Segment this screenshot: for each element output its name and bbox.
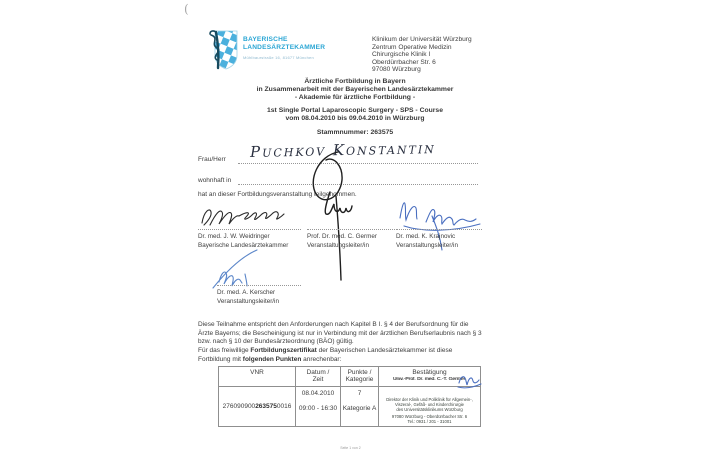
stamp-initials-handwritten <box>456 372 482 390</box>
stamp-text: Direktor der Klinik und Poliklinik für Allgemein-, Viszeral-, Gefäß- und Kinderchirurgie des Universitätsklinikums Würzburg 97080 Würzburg - Oberdürrbacher Str. 6 Tel.: 0931 / 201 - 31001 <box>386 397 473 425</box>
heading-line: in Zusammenarbeit mit der Bayerischen Landesärztekammer <box>256 86 454 94</box>
recipient-address <box>372 36 472 74</box>
col-header-bestaetigung: Bestätigung <box>379 367 481 387</box>
col-header-punkte: Punkte / Kategorie <box>341 367 379 387</box>
col-header-datum: Datum / Zeit <box>296 367 341 387</box>
signature-kerscher <box>205 248 280 290</box>
paragraph-line: Für das freiwillige Fortbildungszertifikat der Bayerischen Landesärztekammer ist diese <box>198 347 453 355</box>
signer-block-3 <box>396 232 458 250</box>
points-category-value: 7 Kategorie A <box>341 387 379 427</box>
signer-name: Dr. med. K. Krajnovic <box>396 233 456 240</box>
signer-role: Veranstaltungsleiter/in <box>217 298 279 305</box>
signer-block-2 <box>307 232 377 250</box>
heading-line: - Akademie für ärztliche Fortbildung - <box>294 94 416 102</box>
stamp-signer-name: Univ.-Prof. Dr. med. C.-T. Germer <box>392 377 466 382</box>
signature-line-3 <box>396 229 482 230</box>
date-time-value: 08.04.2010 09:00 - 16:30 <box>296 387 341 427</box>
scan-artifact-mark: ( <box>184 2 189 16</box>
paragraph-line: bzw. nach § 10 der Bundesärzteordnung (BÄO) gültig. <box>198 338 354 346</box>
document-headings <box>190 78 520 137</box>
paragraph-line: Ärzte Bayerns; die Bescheinigung ist nur in Verbindung mit der ärztlichen Berufserlaubnis nach § 3 <box>198 329 482 337</box>
signature-line-1 <box>198 229 301 230</box>
signer-name: Dr. med. J. W. Weidringer <box>198 233 270 240</box>
vnr-value: 2760909002635750016 <box>219 387 296 427</box>
signer-block-4 <box>217 288 279 306</box>
col-header-vnr: VNR <box>219 367 296 387</box>
bayerische-landesaerztekammer-logo-icon <box>207 29 241 71</box>
page-number-footer: Seite 1 von 2 <box>340 446 361 450</box>
legal-paragraph <box>198 321 500 365</box>
salutation-label: Frau/Herr <box>198 156 226 163</box>
signer-name: Prof. Dr. med. C. Germer <box>307 233 377 240</box>
participant-name-handwritten: Puchkov Konstantin <box>249 139 436 161</box>
residence-label: wohnhaft in <box>198 177 232 184</box>
signer-block-1 <box>198 232 288 250</box>
stammnummer: Stammnummer: 263575 <box>316 129 394 137</box>
confirmation-stamp-cell <box>379 387 481 427</box>
signer-role: Veranstaltungsleiter/in <box>307 242 369 249</box>
address-line: Chirurgische Klinik I <box>372 51 431 58</box>
course-dates: vom 08.04.2010 bis 09.04.2010 in Würzburg <box>285 114 425 122</box>
logo-org-address: Mühlbaurstraße 16, 81677 München <box>243 55 314 60</box>
signature-line-4 <box>217 285 301 286</box>
points-table <box>218 366 481 427</box>
paragraph-line: Diese Teilnahme entspricht den Anforderungen nach Kapitel B I. § 4 der Berufsordnung für die <box>198 321 469 328</box>
signer-role: Veranstaltungsleiter/in <box>396 242 458 249</box>
paragraph-line: Fortbildung mit folgenden Punkten anrechenbar: <box>198 355 342 363</box>
address-line: Zentrum Operative Medizin <box>372 43 452 51</box>
address-line: Klinikum der Universität Würzburg <box>372 36 472 43</box>
table-row <box>219 387 481 427</box>
heading-line: Ärztliche Fortbildung in Bayern <box>304 78 406 85</box>
signer-role: Bayerische Landesärztekammer <box>198 242 289 249</box>
signature-weidringer <box>196 203 291 231</box>
logo-org-name: BAYERISCHE LANDESÄRZTEKAMMER <box>243 36 326 51</box>
aesculapius-staff-icon <box>210 31 219 68</box>
points-table-wrap <box>218 366 480 427</box>
signature-line-2 <box>307 229 397 230</box>
participation-statement: hat an dieser Fortbildungsveranstaltung teilgenommen. <box>198 191 357 198</box>
signature-germer <box>300 146 370 286</box>
signer-name: Dr. med. A. Kerscher <box>217 289 276 296</box>
address-line: Oberdürrbacher Str. 6 <box>372 58 436 66</box>
address-line: 97080 Würzburg <box>372 66 421 73</box>
course-title: 1st Single Portal Laparoscopic Surgery - SPS - Course <box>266 106 443 114</box>
